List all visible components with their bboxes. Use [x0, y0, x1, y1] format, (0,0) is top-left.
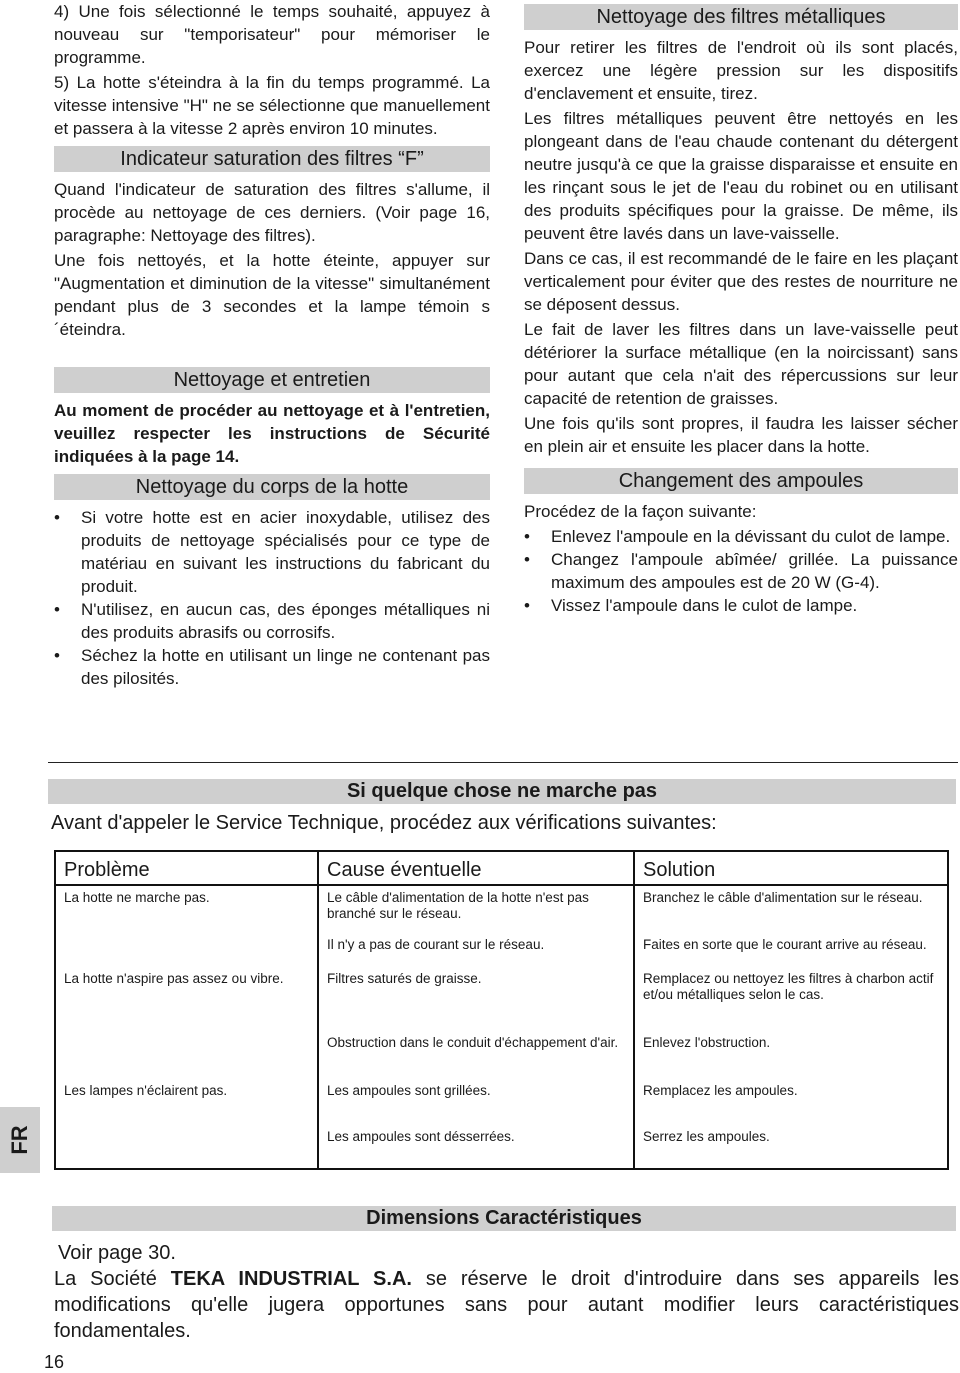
- table-header-row: [55, 851, 948, 885]
- table-cell: La hotte ne marche pas.: [64, 890, 210, 905]
- bullet-icon: •: [54, 508, 60, 527]
- list-item-text: Vissez l'ampoule dans le culot de lampe.: [551, 596, 858, 615]
- table-cell: Obstruction dans le conduit d'échappement d'air.: [318, 1031, 634, 1079]
- bullet-icon: •: [524, 550, 530, 569]
- table-cell: [55, 1031, 318, 1079]
- troubleshooting-heading: Si quelque chose ne marche pas: [48, 779, 956, 804]
- list-item-text: Si votre hotte est en acier inoxydable, utilisez des produits de nettoyage spécialisés pour ce type de matériau en suivant les instructions du fabricant du produit.: [81, 508, 490, 596]
- section-divider: [48, 762, 958, 763]
- saturation-heading: Indicateur saturation des filtres “F”: [54, 146, 490, 172]
- table-cell: Faites en sorte que le courant arrive au réseau.: [634, 933, 948, 967]
- bulbs-heading: Changement des ampoules: [524, 468, 958, 494]
- list-item-text: N'utilisez, en aucun cas, des éponges métalliques ni des produits abrasifs ou corrosifs.: [81, 600, 490, 642]
- filters-paragraph: Le fait de laver les filtres dans un lave-vaisselle peut détériorer la surface métallique (en la noircissant) sans pour autant que cela n'ait des répercussions sur leur capacité de retention de graisses.: [524, 320, 958, 408]
- language-label: FR: [7, 1125, 32, 1155]
- see-page-note: Voir page 30.: [58, 1242, 176, 1264]
- table-cell: Branchez le câble d'alimentation sur le réseau.: [634, 885, 948, 933]
- dimensions-heading: Dimensions Caractéristiques: [52, 1206, 956, 1231]
- table-cell: Les lampes n'éclairent pas.: [64, 1083, 228, 1098]
- company-name: TEKA INDUSTRIAL S.A.: [170, 1268, 412, 1290]
- list-item: [54, 644, 490, 690]
- table-row: [55, 1079, 948, 1125]
- troubleshooting-intro: Avant d'appeler le Service Technique, procédez aux vérifications suivantes:: [51, 812, 717, 834]
- bullet-icon: •: [54, 600, 60, 619]
- column-header-solution: Solution: [634, 851, 948, 885]
- table-cell: Les ampoules sont désserrées.: [318, 1125, 634, 1169]
- table-row: [55, 1031, 948, 1079]
- table-cell: Il n'y a pas de courant sur le réseau.: [318, 933, 634, 967]
- table-cell: Remplacez ou nettoyez les filtres à charbon actif et/ou métalliques selon le cas.: [634, 967, 948, 1031]
- bullet-icon: •: [54, 646, 60, 665]
- table-row: [55, 967, 948, 1031]
- dimensions-section: [54, 1240, 959, 1344]
- filters-paragraph: Les filtres métalliques peuvent être nettoyés en les plongeant dans de l'eau chaude contenant du détergent neutre jusqu'à ce que la graisse disparaisse et ensuite en les rinçant sous le jet de l'eau du robinet ou en utilisant des produits spécifiques pour la graisse. De même, ils peuvent être lavés dans un lave-vaisselle.: [524, 109, 958, 243]
- bulbs-list: [524, 525, 958, 617]
- filters-heading: Nettoyage des filtres métalliques: [524, 4, 958, 30]
- table-row: [55, 933, 948, 967]
- list-item: [524, 525, 958, 548]
- language-tab: [0, 1107, 40, 1173]
- list-item: [524, 594, 958, 617]
- table-cell: Le câble d'alimentation de la hotte n'est pas branché sur le réseau.: [318, 885, 634, 933]
- list-item-text: Changez l'ampoule abîmée/ grillée. La puissance maximum des ampoules est de 20 W (G-4).: [551, 550, 958, 592]
- table-cell: Filtres saturés de graisse.: [318, 967, 634, 1031]
- list-item: [54, 506, 490, 598]
- troubleshooting-table: [54, 850, 949, 1170]
- body-cleaning-heading: Nettoyage du corps de la hotte: [54, 474, 490, 500]
- table-cell: Les ampoules sont grillées.: [318, 1079, 634, 1125]
- list-item: [54, 598, 490, 644]
- step-4: 4) Une fois sélectionné le temps souhaité, appuyez à nouveau sur "temporisateur" pour mémoriser le programme.: [54, 2, 490, 67]
- page-number: 16: [44, 1352, 65, 1372]
- disclaimer-suffix: se réserve le droit d'introduire dans ses appareils les modifications qu'elle jugera opportunes sans pour autant modifier leurs caractéristiques fondamentales.: [54, 1268, 959, 1342]
- bullet-icon: •: [524, 527, 530, 546]
- list-item-text: Enlevez l'ampoule en la dévissant du culot de lampe.: [551, 527, 951, 546]
- cleaning-heading: Nettoyage et entretien: [54, 367, 490, 393]
- saturation-paragraph-1: Quand l'indicateur de saturation des filtres s'allume, il procède au nettoyage de ces derniers. (Voir page 16, paragraphe: Nettoyage des filtres).: [54, 180, 490, 245]
- filters-paragraph: Pour retirer les filtres de l'endroit où ils sont placés, exercez une légère pression sur les dispositifs d'enclavement et ensuite, tirez.: [524, 38, 958, 103]
- table-cell: [55, 1125, 318, 1169]
- bulbs-intro: Procédez de la façon suivante:: [524, 502, 757, 521]
- step-5: 5) La hotte s'éteindra à la fin du temps programmé. La vitesse intensive "H" ne se sélectionne que manuellement et passera à la vitesse 2 après environ 10 minutes.: [54, 73, 490, 138]
- disclaimer-prefix: La Société: [54, 1268, 171, 1290]
- column-header-cause: Cause éventuelle: [318, 851, 634, 885]
- safety-warning: Au moment de procéder au nettoyage et à l'entretien, veuillez respecter les instructions de Sécurité indiquées à la page 14.: [54, 401, 490, 466]
- disclaimer-paragraph: [54, 1266, 959, 1344]
- bullet-icon: •: [524, 596, 530, 615]
- left-column: [54, 0, 490, 690]
- table-cell: Remplacez les ampoules.: [634, 1079, 948, 1125]
- table-cell: Serrez les ampoules.: [634, 1125, 948, 1169]
- table-row: [55, 1125, 948, 1169]
- list-item-text: Séchez la hotte en utilisant un linge ne contenant pas des pilosités.: [81, 646, 490, 688]
- table-cell: La hotte n'aspire pas assez ou vibre.: [64, 971, 284, 986]
- filters-paragraph: Une fois qu'ils sont propres, il faudra les laisser sécher en plein air et ensuite les placer dans la hotte.: [524, 414, 958, 456]
- table-cell: [55, 933, 318, 967]
- right-column: [524, 4, 958, 617]
- list-item: [524, 548, 958, 594]
- body-cleaning-list: [54, 506, 490, 690]
- table-row: [55, 885, 948, 933]
- filters-paragraph: Dans ce cas, il est recommandé de le faire en les plaçant verticalement pour éviter que des restes de nourriture ne se déposent dessus.: [524, 249, 958, 314]
- saturation-paragraph-2: Une fois nettoyés, et la hotte éteinte, appuyer sur "Augmentation et diminution de la vitesse" simultanément pendant plus de 3 secondes et la lampe témoin s´éteindra.: [54, 251, 490, 339]
- table-cell: Enlevez l'obstruction.: [634, 1031, 948, 1079]
- column-header-problem: Problème: [55, 851, 318, 885]
